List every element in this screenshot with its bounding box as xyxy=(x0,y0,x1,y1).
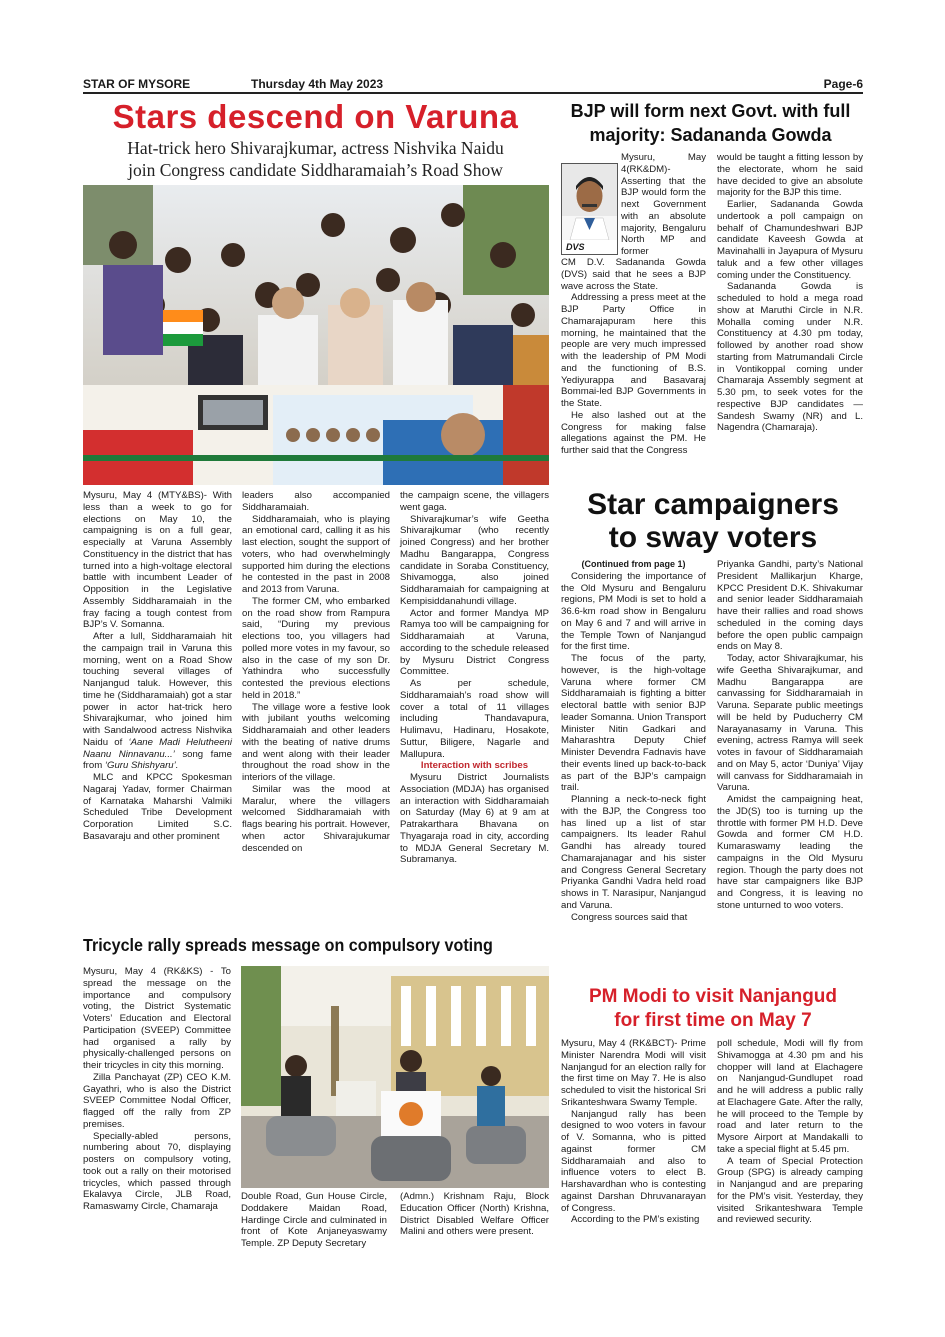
dvs-portrait xyxy=(561,163,618,255)
paper-name: STAR OF MYSORE xyxy=(83,77,191,91)
lead-paragraph: leaders also accompanied Siddharamaiah. xyxy=(242,490,390,513)
lead-column-2 xyxy=(242,490,390,854)
dvs-column-1 xyxy=(561,257,706,457)
dvs-caption: DVS xyxy=(562,240,617,254)
lead-paragraph: Mysuru District Journalists Association (MDJA) has organised an interaction with Siddharamaiah on Saturday (May 6) at 9 am at Patrakarthara Bhavana on Thyagaraja road in city, according to MDJA General Secretary M. Subramanya. xyxy=(400,772,549,866)
dvs-paragraph: He also lashed out at the Congress for making false allegations against the PM. He further said that the Congress xyxy=(561,409,706,456)
star-paragraph: Considering the importance of the Old Mysuru and Bengaluru regions, PM Modi is set to hold a 36.6-km road show in Bengaluru on May 6 and 7 and will arrive in the Temple Town of Nanjangud for the first time. xyxy=(561,570,706,653)
dvs-column-2 xyxy=(717,152,863,434)
lead-column-1 xyxy=(83,490,232,843)
modi-paragraph: poll schedule, Modi will fly from Shivamogga at 4.30 pm and his chopper will land at Elachagere on Nanjangud-Gundlupet road and he will address a public rally at Elachagere Gate. After the rally, he will proceed to the Temple by road and later return to the Mysore Airport at Mandakalli to take a special flight at 5.45 pm. xyxy=(717,1038,863,1155)
continued-note: (Continued from page 1) xyxy=(581,559,686,569)
modi-headline xyxy=(558,985,868,1033)
lead-paragraph: Similar was the mood at Maralur, where the villagers welcomed Siddharamaiah with flags bearing his portrait. However, when actor Shivarajukumar descended on xyxy=(242,783,390,854)
dvs-paragraph: CM D.V. Sadananda Gowda (DVS) said that he sees a BJP wave across the State. xyxy=(561,257,706,292)
tricycle-headline: Tricycle rally spreads message on compulsory voting xyxy=(83,935,493,955)
modi-paragraph: Mysuru, May 4 (RK&BCT)- Prime Minister Narendra Modi will visit Nanjangud for an election rally for the first time on May 7. He is also scheduled to visit the historical Sri Srikanteshwara Swamy Temple. xyxy=(561,1038,706,1108)
masthead xyxy=(83,74,863,94)
lead-deck xyxy=(83,137,548,181)
modi-paragraph: According to the PM’s existing xyxy=(571,1214,700,1226)
star-paragraph: Amidst the campaigning heat, the JD(S) too is turning up the throttle with former PM H.D. Deve Gowda and former CM H.D. Kumaraswamy leading the campaigns in the Old Mysuru region. Though the party does not have star campaigners like BJP and Congress, it is leaving no stone unturned to woo voters. xyxy=(717,794,863,911)
dvs-portrait-art xyxy=(562,164,617,240)
lead-headline: Stars descend on Varuna xyxy=(112,98,519,135)
star-headline-line-1: Star campaigners xyxy=(587,488,839,521)
tricycle-photo xyxy=(241,966,549,1188)
page-number: Page-6 xyxy=(823,77,863,91)
roadshow-photo xyxy=(83,185,549,485)
dvs-paragraph: Sadananda Gowda is scheduled to hold a mega road show at Maruthi Circle in N.R. Mohalla coming under N.R. Constituency at 4.30 pm today, followed by another road show starting from Matrumandali Circle in Vontikoppal coming under Chamaraja Assembly segment at 5.30 pm, to seek votes for the respective BJP candidates — Sandesh Swamy (NR) and L. Nagendra (Chamaraja). xyxy=(717,281,863,434)
tricycle-column-1 xyxy=(83,966,231,1213)
tricycle-paragraph: Specially-abled persons, numbering about 70, displaying posters on compulsory voting, took out a rally on their motorised tricycles, which passed through Ekalavya Circle, JLB Road, Ramaswamy Circle, Chamaraja xyxy=(83,1130,231,1212)
modi-headline-line-1: PM Modi to visit Nanjangud xyxy=(588,986,838,1007)
star-headline xyxy=(558,488,868,554)
song-title: ‘Aane Madi Helutheeni Naanu Ninnavanu...’ xyxy=(83,736,232,760)
modi-paragraph: Nanjangud rally has been designed to woo voters in favour of V. Somanna, who is pitted against former CM Siddharamaiah and also to influence voters to elect B. Harshavardhan who is contesting against Darshan Dhruvanarayan of Congress. xyxy=(561,1108,706,1214)
masthead-rule xyxy=(83,92,863,94)
dvs-headline-line-2: majority: Sadananda Gowda xyxy=(589,125,832,145)
lead-paragraph: Mysuru, May 4 (MTY&BS)- With less than a week to go for elections on May 10, the campaigning is on a full gear, especially at Varuna Assembly Constituency in the district that has turned into a high-voltage electoral battle with incumbent Leader of Opposition in the Legislative Assembly Siddharamaiah in the fray facing a tough contest from BJP’s V. Somanna. xyxy=(83,490,232,631)
tricycle-paragraph: Zilla Panchayat (ZP) CEO K.M. Gayathri, who is also the District SVEEP Committee Nodal Officer, flagged off the rally from ZP premises. xyxy=(83,1071,231,1130)
lead-paragraph: The former CM, who embarked on the road show from Rampura said, “During my previous elections too, you villagers had polled more votes in my favour, so also in the case of my son Dr. Yathindra who successfully contested the previous elections held in 2018.” xyxy=(242,595,390,701)
lead-paragraph: After a lull, Siddharamaiah hit the campaign trail in Varuna this morning, went on a Road Show touching several villages of Nanjangud taluk. However, this time he (Siddharamaiah) got a star power in actor hat-trick hero Shivarajkumar, who joined him with Sandalwood actress Nishvika Naidu of ‘Aane Madi Helutheeni Naanu Ninnavanu...’ song fame from ‘Guru Shishyaru’. xyxy=(83,631,232,772)
lead-paragraph: MLC and KPCC Spokesman Nagaraj Yadav, former Chairman of Karnataka Maharshi Valmiki Scheduled Tribe Development Corporation Limited S.C. Basavaraju and other prominent xyxy=(83,772,232,842)
subhead-interaction: Interaction with scribes xyxy=(420,760,529,772)
dvs-paragraph: Earlier, Sadananda Gowda undertook a poll campaign on behalf of Chamundeshwari BJP candidate Kaveesh Gowda at Mavinahalli in Jayapura of Mysuru taluk and a few other villages coming under the Constituency. xyxy=(717,199,863,281)
tricycle-column-3 xyxy=(400,1191,549,1238)
tricycle-photo-art xyxy=(241,966,549,1188)
star-paragraph: Planning a neck-to-neck fight with the BJP, the Congress too has lined up a list of star campaigners. Its leader Rahul Gandhi has already toured Chamarajanagar and his sister and Congress General Secretary Priyanka Gandhi Vadra held road shows in T. Narasipur, Nanjangud and Varuna. xyxy=(561,794,706,911)
star-column-2 xyxy=(717,559,863,912)
dvs-headline xyxy=(558,99,863,147)
modi-paragraph: A team of Special Protection Group (SPG) is already camping in Nanjangud and are preparing for the PM’s visit. Yesterday, they visited Srikanteshwara Temple and reviewed security. xyxy=(717,1155,863,1226)
dvs-headline-line-1: BJP will form next Govt. with full xyxy=(570,101,851,121)
roadshow-photo-art xyxy=(83,185,549,485)
tricycle-column-2 xyxy=(241,1191,387,1250)
star-paragraph: Today, actor Shivarajkumar, his wife Geetha Shivarajkumar, and Madhu Bangarappa are canvassing for Siddharamaiah in Varuna. Separate public meetings will be held by Puducherry CM Narayanasamy in Varuna. This evening, actress Ramya will seek votes in favour of Siddharamaiah and on May 5, actor ‘Duniya’ Vijay will canvass for Siddharamaiah in Varuna. xyxy=(717,653,863,794)
film-title: ‘Guru Shishyaru’. xyxy=(104,760,179,772)
modi-headline-line-2: for first time on May 7 xyxy=(614,1010,812,1031)
modi-column-2 xyxy=(717,1038,863,1226)
star-paragraph: The focus of the party, however, is the high-voltage Varuna where former CM Siddharamaiah is fighting a bitter electoral battle with senior BJP leader Somanna. Union Transport Minister Nitin Gadkari and Maharashtra Deputy Chief Minister Devendra Fadnavis have their events lined up back-to-back as part of the BJP’s campaign trail. xyxy=(561,653,706,794)
star-paragraph: Priyanka Gandhi, party’s National President Mallikarjun Kharge, KPCC President D.K. Shivakumar and senior leader Siddharamaiah have their rallies and road shows scheduled in the coming days before the open public campaign ends on May 8. xyxy=(717,559,863,653)
star-headline-line-2: to sway voters xyxy=(608,521,818,554)
modi-column-1 xyxy=(561,1038,706,1226)
lead-paragraph: Siddharamaiah, who is playing an emotional card, calling it as his last election, sought the support of voters, who had overwhelmingly supported him during the elections he contested in the past in 2008 and 2013 from Varuna. xyxy=(242,513,390,595)
issue-date: Thursday 4th May 2023 xyxy=(251,77,384,91)
lead-paragraph: Actor and former Mandya MP Ramya too will be campaigning for Siddharamaiah at Varuna, according to the schedule released by Mysuru District Congress Committee. xyxy=(400,607,549,678)
lead-deck-line-1: Hat-trick hero Shivarajkumar, actress Nishvika Naidu xyxy=(127,138,504,158)
dvs-paragraph: would be taught a fitting lesson by the electorate, whom he said have decided to give an absolute majority for the BJP this time. xyxy=(717,152,863,199)
lead-paragraph: The village wore a festive look with jubilant youths welcoming Siddharamaiah and other leaders with the beating of native drums and went along with their leader throughout the road show in the interiors of the village. xyxy=(242,701,390,783)
lead-paragraph: Shivarajkumar’s wife Geetha Shivarajkumar (who recently joined Congress) and her brother Madhu Bangarappa, Congress candidate in Soraba Constituency, Shivamogga, also joined Siddharamaiah for campaigning at Kempisiddanahundi village. xyxy=(400,513,549,607)
tricycle-paragraph: Mysuru, May 4 (RK&KS) - To spread the message on the importance and compulsory voting, the District Systematic Voters’ Education and Electoral Participation (SVEEP) Committee had organised a rally by physically-challenged persons on their tricycles in city this morning. xyxy=(83,966,231,1071)
lead-deck-line-2: join Congress candidate Siddharamaiah’s Road Show xyxy=(128,160,503,180)
lead-column-3 xyxy=(400,490,549,866)
tricycle-paragraph: (Admn.) Krishnam Raju, Block Education Officer (North) Krishna, District Disabled Welfare Officer Malini and others were present. xyxy=(400,1191,549,1238)
star-column-1 xyxy=(561,559,706,923)
dvs-paragraph: Mysuru, May 4(RK&DM)- Asserting that the BJP would form the next Government with an absolute majority, Bengaluru North MP and former xyxy=(621,152,706,257)
tricycle-paragraph: Double Road, Gun House Circle, Doddakere Maidan Road, Hardinge Circle and culminated in front of Kote Anjaneyaswamy Temple. ZP Deputy Secretary xyxy=(241,1191,387,1249)
lead-paragraph: the campaign scene, the villagers went gaga. xyxy=(400,490,549,513)
lead-paragraph: As per schedule, Siddharamaiah’s road show will cover a total of 11 villages including Thandavapura, Hulimavu, Hadinaru, Hosakote, Suttur, Biligere, Nagarle and Mallupura. xyxy=(400,678,549,760)
dvs-paragraph: Addressing a press meet at the BJP Party Office in Chamarajapuram here this morning, he maintained that the people are very much impressed with the leadership of PM Modi and the functioning of B.S. Yediyurappa and Basavaraj Bommai-led BJP Governments in the State. xyxy=(561,292,706,409)
star-paragraph: Congress sources said that xyxy=(571,911,688,923)
dvs-column-1-top xyxy=(621,152,706,258)
